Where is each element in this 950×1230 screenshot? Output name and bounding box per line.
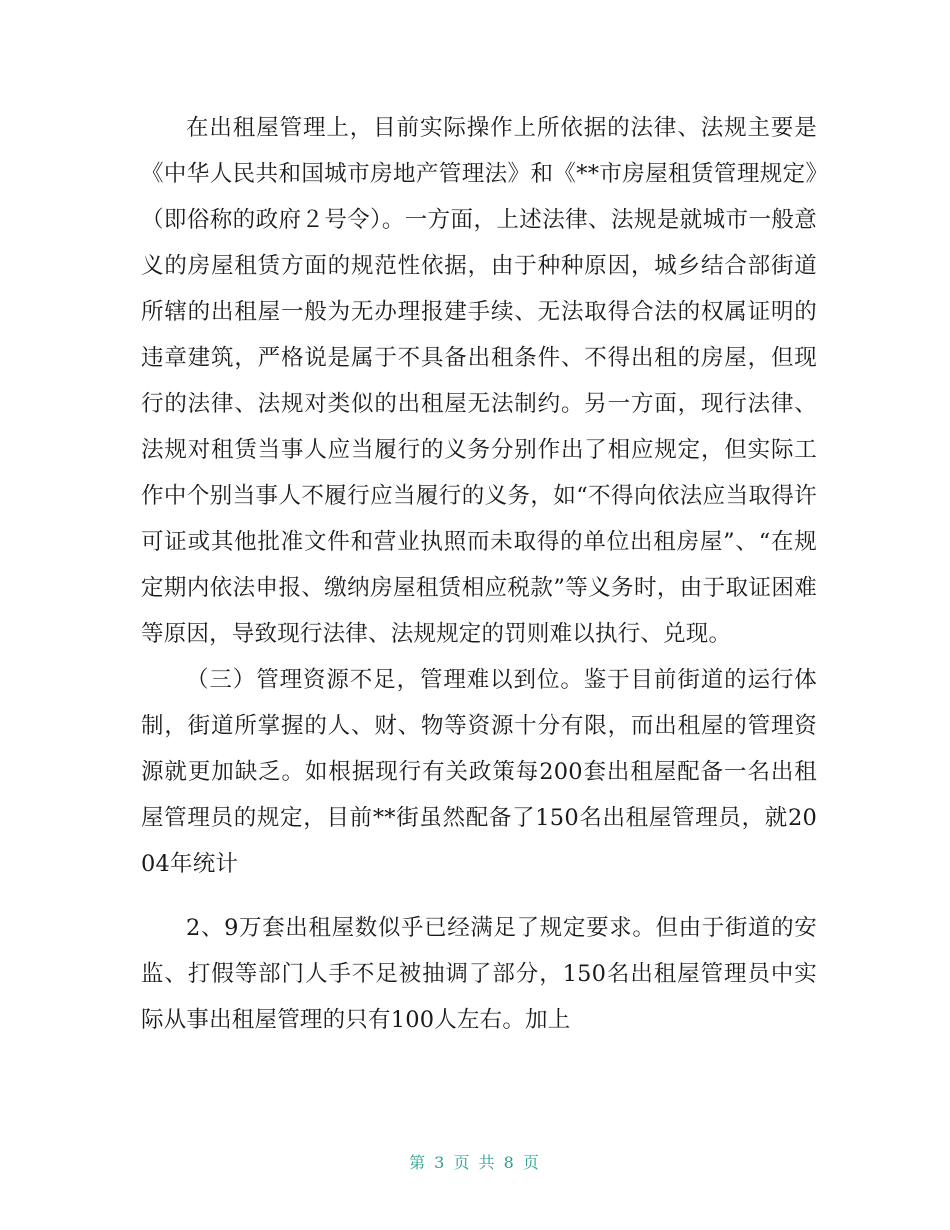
page-number-footer: 第 3 页 共 8 页 <box>409 1153 541 1172</box>
paragraph-management-resources: （三）管理资源不足，管理难以到位。鉴于目前街道的运行体制，街道所掌握的人、财、物等资源十分有限，而出租屋的管理资源就更加缺乏。如根据现行有关政策每200套出租屋配备一名出租屋管理员的规定，目前**街虽然配备了150名出租屋管理员，就2004年统计 <box>141 667 817 877</box>
document-body <box>141 105 817 1043</box>
paragraph-rental-law: 在出租屋管理上，目前实际操作上所依据的法律、法规主要是《中华人民共和国城市房地产管理法》和《**市房屋租赁管理规定》（即俗称的政府２号令）。一方面，上述法律、法规是就城市一般意义的房屋租赁方面的规范性依据，由于种种原因，城乡结合部街道所辖的出租屋一般为无办理报建手续、无法取得合法的权属证明的违章建筑，严格说是属于不具备出租条件、不得出租的房屋，但现行的法律、法规对类似的出租屋无法制约。另一方面，现行法律、法规对租赁当事人应当履行的义务分别作出了相应规定，但实际工作中个别当事人不履行应当履行的义务，如“不得向依法应当取得许可证或其他批准文件和营业执照而未取得的单位出租房屋”、“在规定期内依法申报、缴纳房屋租赁相应税款”等义务时，由于取证困难等原因，导致现行法律、法规规定的罚则难以执行、兑现。 <box>141 115 817 647</box>
paragraph-staffing: 2、9万套出租屋数似乎已经满足了规定要求。但由于街道的安监、打假等部门人手不足被抽调了部分，150名出租屋管理员中实际从事出租屋管理的只有100人左右。加上 <box>141 915 817 1033</box>
